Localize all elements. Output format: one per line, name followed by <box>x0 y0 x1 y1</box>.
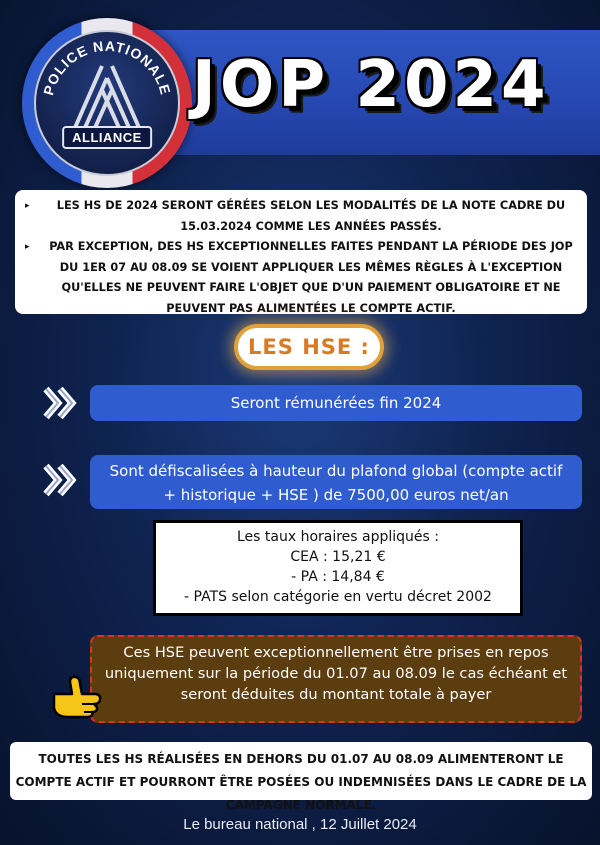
hse-item-remuneration: Seront rémunérées fin 2024 <box>90 385 582 421</box>
rates-title: Les taux horaires appliqués : <box>236 529 440 545</box>
logo-arc-text: POLICE NATIONALE <box>40 37 174 97</box>
pointing-hand-icon <box>48 664 104 720</box>
rate-line: - PA : 14,84 € <box>291 569 385 585</box>
logo-emblem-icon <box>22 18 192 188</box>
note-item: ▸ PAR EXCEPTION, DES HS EXCEPTIONNELLES FAITES PENDANT LA PÉRIODE DES JOP DU 1ER 07 AU 08.09 SE VOIENT APPLIQUER LES MÊMES RÈGLES À L'EXCEPTION QU'ELLES NE PEUVENT FAIRE L'OBJET QUE D'UN PAIEMENT OBLIGATOIRE ET NE PEUVENT PAS ALIMENTÉES LE COMPTE ACTIF. <box>23 237 579 319</box>
notes-panel <box>15 190 587 314</box>
hse-item-defiscalisation: Sont défiscalisées à hauteur du plafond global (compte actif + historique + HSE ) de 7500,00 euros net/an <box>90 455 582 509</box>
repos-note: Ces HSE peuvent exceptionnellement être prises en repos uniquement sur la période du 01.07 au 08.09 le cas échéant et seront déduites du montant totale à payer <box>90 635 582 723</box>
alliance-logo <box>22 18 192 188</box>
rate-line: - PATS selon catégorie en vertu décret 2002 <box>184 589 492 605</box>
double-chevron-icon <box>40 381 84 425</box>
signature: Le bureau national , 12 Juillet 2024 <box>183 816 417 833</box>
page-title: JOP 2024 <box>192 48 550 122</box>
note-item: ▸ LES HS DE 2024 SERONT GÉRÉES SELON LES MODALITÉS DE LA NOTE CADRE DU 15.03.2024 COMME LES ANNÉES PASSÉS. <box>23 196 579 237</box>
section-heading-text: LES HSE : <box>248 335 370 359</box>
rates-box <box>153 520 523 616</box>
section-heading <box>234 324 384 370</box>
rate-line: CEA : 15,21 € <box>290 549 386 565</box>
logo-label: ALLIANCE <box>62 126 152 149</box>
double-chevron-icon <box>40 458 84 502</box>
footer-note: TOUTES LES HS RÉALISÉES EN DEHORS DU 01.07 AU 08.09 ALIMENTERONT LE COMPTE ACTIF ET POURRONT ÊTRE POSÉES OU INDEMNISÉES DANS LE CADRE DE LA CAMPAGNE NORMALE. <box>10 742 592 800</box>
svg-text:POLICE NATIONALE <box>40 38 174 97</box>
